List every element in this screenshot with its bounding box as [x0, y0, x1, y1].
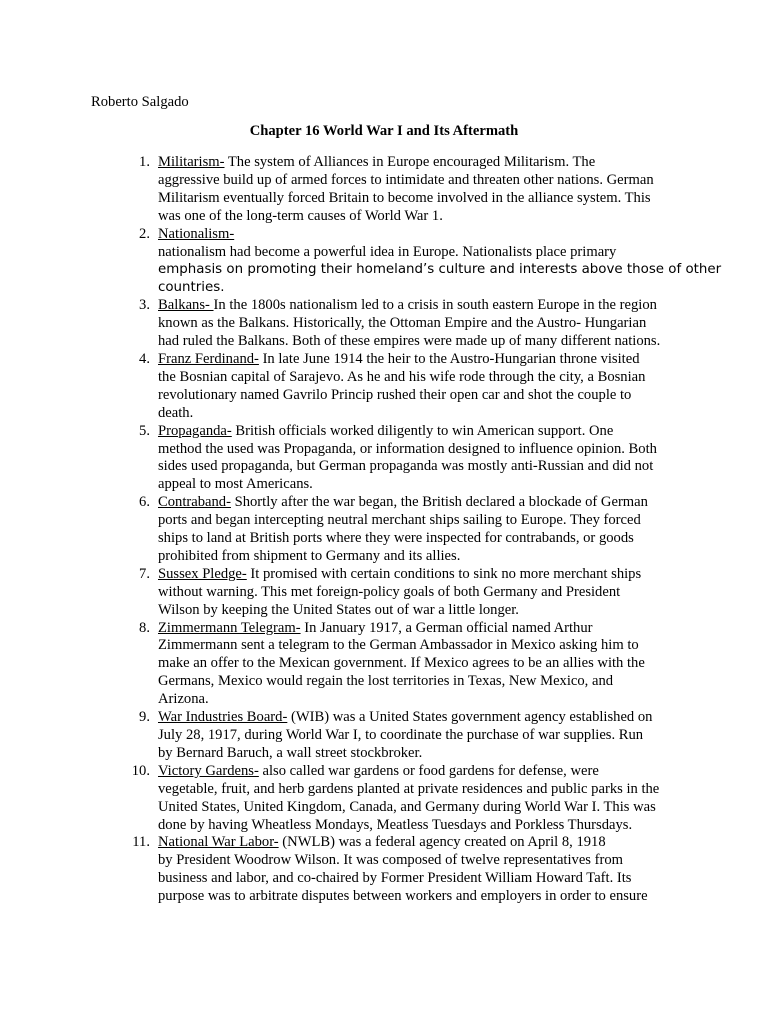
item-number: 7.	[139, 565, 150, 582]
text-line: ports and began intercepting neutral merchant ships sailing to Europe. They forced	[158, 512, 641, 529]
text-line: method the used was Propaganda, or information designed to influence opinion. Both	[158, 440, 657, 457]
item-number: 9.	[139, 709, 150, 726]
term-label: Contraband-	[158, 494, 231, 511]
text-line: aggressive build up of armed forces to intimidate and threaten other nations. German	[158, 171, 654, 188]
definition-text: Shortly after the war began, the British declared a blockade of German	[230, 494, 648, 511]
text-line: the Bosnian capital of Sarajevo. As he and his wife rode through the city, a Bosnian	[158, 368, 646, 385]
term-list	[128, 154, 722, 906]
definition-text: In the 1800s nationalism led to a crisis in south eastern Europe in the region	[213, 297, 657, 314]
text-line	[158, 154, 688, 172]
author-name: Roberto Salgado	[91, 94, 189, 110]
term-label: Nationalism-	[158, 225, 235, 242]
text-line: July 28, 1917, during World War I, to coordinate the purchase of war supplies. Run	[158, 727, 644, 743]
item-number: 2.	[139, 225, 150, 242]
text-line: by Bernard Baruch, a wall street stockbroker.	[158, 744, 423, 761]
text-line: countries.	[158, 280, 225, 296]
item-number: 5.	[139, 422, 150, 439]
term-label: War Industries Board-	[158, 709, 288, 726]
text-line: revolutionary named Gavrilo Princip rushed their open car and shot the couple to	[158, 386, 632, 403]
list-item	[128, 709, 688, 763]
text-line: was one of the long-term causes of World War 1.	[158, 207, 443, 224]
definition-text: In late June 1914 the heir to the Austro-Hungarian throne visited	[258, 350, 640, 367]
definition-text: In January 1917, a German official named Arthur	[300, 619, 593, 636]
text-line	[158, 709, 688, 727]
text-line	[158, 351, 688, 369]
text-line: done by having Wheatless Mondays, Meatless Tuesdays and Porkless Thursdays.	[158, 816, 633, 833]
text-line	[158, 494, 688, 512]
term-label: Militarism-	[158, 154, 225, 170]
list-item	[128, 225, 722, 298]
text-line: appeal to most Americans.	[158, 476, 313, 493]
text-line: Germans, Mexico would regain the lost territories in Texas, New Mexico, and	[158, 673, 614, 690]
text-line: death.	[158, 404, 194, 421]
term-label: Victory Gardens-	[158, 762, 259, 779]
item-number: 10.	[131, 762, 150, 779]
text-line	[158, 566, 688, 584]
list-item	[128, 423, 688, 495]
text-line: had ruled the Balkans. Both of these empires were made up of many different nations.	[158, 333, 661, 350]
list-item	[128, 834, 688, 906]
term-label: Propaganda-	[158, 422, 232, 439]
text-line: sides used propaganda, but German propaganda was mostly anti-Russian and did not	[158, 458, 654, 475]
text-line: business and labor, and co-chaired by Former President William Howard Taft. Its	[158, 870, 632, 887]
term-label: Franz Ferdinand-	[158, 350, 259, 367]
text-line: Arizona.	[158, 691, 209, 708]
text-line: Militarism eventually forced Britain to become involved in the alliance system. This	[158, 189, 651, 206]
text-line	[158, 620, 688, 638]
item-number: 1.	[139, 154, 150, 170]
list-item	[128, 154, 688, 226]
text-line	[158, 834, 688, 852]
definition-text: also called war gardens or food gardens for defense, were	[258, 762, 599, 779]
definition-text: British officials worked diligently to win American support. One	[231, 422, 614, 439]
list-item	[128, 763, 688, 835]
text-line: prohibited from shipment to Germany and its allies.	[158, 547, 461, 564]
text-line: make an offer to the Mexican government. If Mexico agrees to be an allies with the	[158, 655, 645, 672]
text-line: by President Woodrow Wilson. It was composed of twelve representatives from	[158, 852, 624, 869]
text-line: emphasis on promoting their homeland’s culture and interests above those of other	[158, 262, 722, 278]
text-line	[158, 297, 688, 315]
list-item	[128, 566, 688, 620]
text-line: ships to land at British ports where they were inspected for contrabands, or goods	[158, 530, 634, 547]
text-line	[158, 763, 688, 781]
item-number: 8.	[139, 619, 150, 636]
definition-text: It promised with certain conditions to sink no more merchant ships	[246, 565, 642, 582]
list-item	[128, 494, 688, 566]
list-item	[128, 351, 688, 423]
text-line: known as the Balkans. Historically, the Ottoman Empire and the Austro- Hungarian	[158, 315, 647, 332]
term-label: National War Labor-	[158, 834, 279, 851]
item-number: 11.	[132, 834, 150, 851]
item-number: 3.	[139, 297, 150, 314]
term-label: Balkans-	[158, 297, 214, 314]
item-number: 6.	[139, 494, 150, 511]
term-label: Sussex Pledge-	[158, 565, 247, 582]
definition-text: The system of Alliances in Europe encouraged Militarism. The	[224, 154, 596, 170]
text-line: vegetable, fruit, and herb gardens planted at private residences and public parks in the	[158, 780, 660, 797]
text-line: nationalism had become a powerful idea in Europe. Nationalists place primary	[158, 243, 617, 260]
list-item	[128, 620, 688, 710]
chapter-title: Chapter 16 World War I and Its Aftermath	[249, 123, 519, 139]
text-line	[158, 423, 688, 441]
text-line: United States, United Kingdom, Canada, and Germany during World War I. This was	[158, 798, 656, 815]
item-number: 4.	[139, 350, 150, 367]
text-line: Wilson by keeping the United States out of war a little longer.	[158, 601, 519, 618]
text-line: without warning. This met foreign-policy goals of both Germany and President	[158, 583, 621, 600]
term-label: Zimmermann Telegram-	[158, 619, 301, 636]
definition-text: (NWLB) was a federal agency created on April 8, 1918	[278, 834, 606, 851]
text-line: purpose was to arbitrate disputes between workers and employers in order to ensure	[158, 888, 648, 905]
definition-text: (WIB) was a United States government agency established on	[287, 709, 653, 726]
text-line	[158, 226, 688, 244]
text-line: Zimmermann sent a telegram to the German Ambassador in Mexico asking him to	[158, 637, 639, 654]
list-item	[128, 297, 688, 351]
